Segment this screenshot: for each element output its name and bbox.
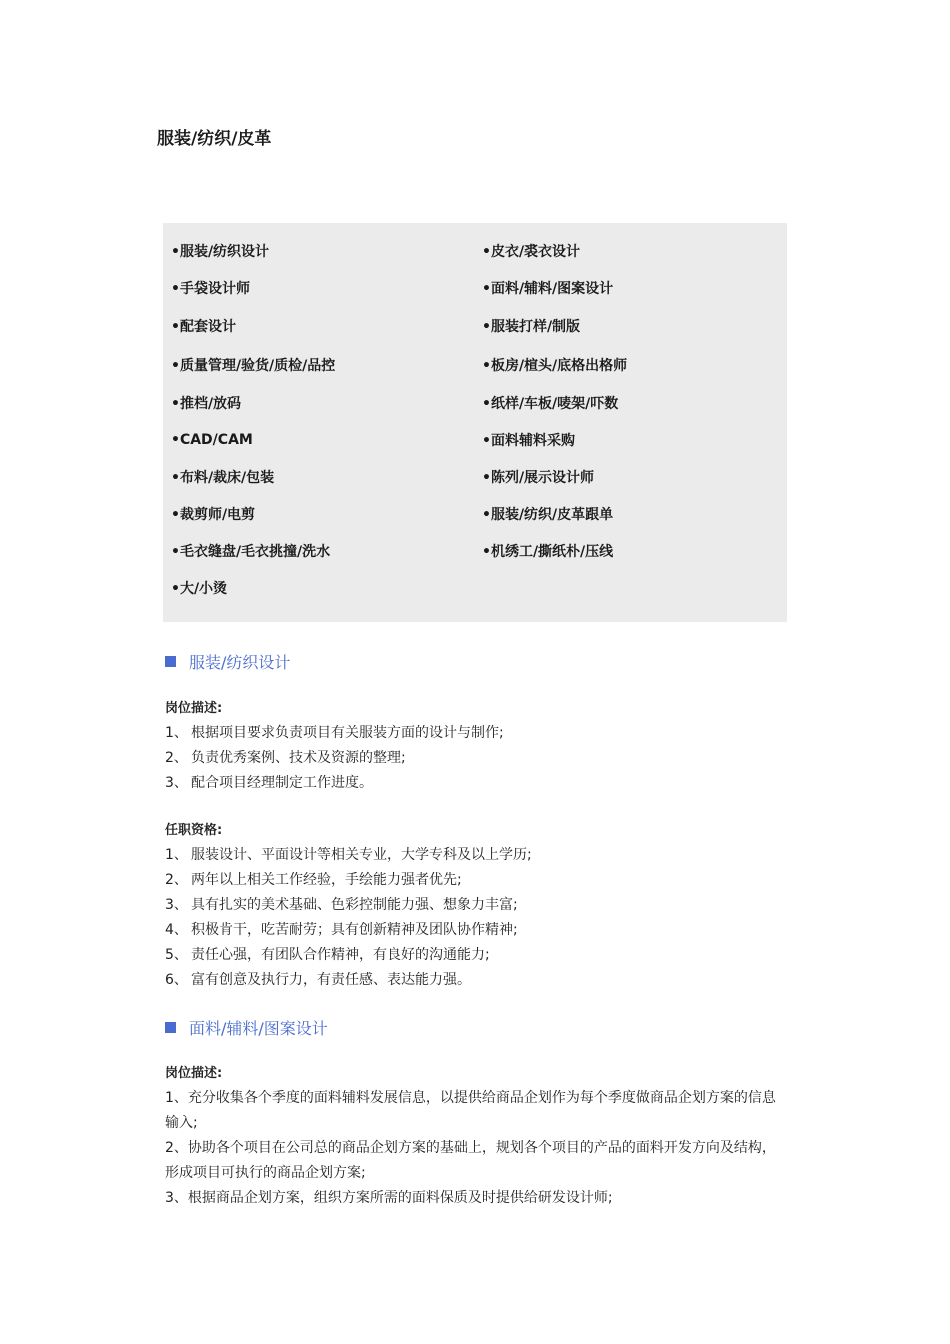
job-category-grid bbox=[163, 223, 787, 622]
item-text: 服装设计、平面设计等相关专业，大学专科及以上学历; bbox=[191, 847, 532, 863]
job-link[interactable]: •服装/纺织/皮革跟单 bbox=[482, 506, 614, 523]
list-item bbox=[165, 893, 785, 918]
job-row bbox=[171, 384, 787, 421]
item-number: 1、 bbox=[165, 847, 188, 863]
list-item bbox=[165, 843, 785, 868]
section1-body bbox=[165, 696, 785, 993]
job-row bbox=[171, 232, 787, 269]
job-link[interactable]: •布料/裁床/包装 bbox=[171, 469, 275, 486]
job-link[interactable]: •陈列/展示设计师 bbox=[482, 469, 595, 486]
item-text: 积极肯干，吃苦耐劳；具有创新精神及团队协作精神; bbox=[191, 922, 518, 938]
job-link[interactable]: •手袋设计师 bbox=[171, 280, 250, 297]
item-number: 4、 bbox=[165, 922, 188, 938]
section-heading-fashion-design bbox=[165, 650, 290, 673]
section-heading-text: 服装/纺织设计 bbox=[189, 653, 291, 672]
job-link[interactable]: •服装打样/制版 bbox=[482, 318, 581, 335]
job-link[interactable]: •机绣工/撕纸朴/压线 bbox=[482, 543, 614, 560]
job-description-label: 岗位描述: bbox=[165, 701, 223, 716]
job-link[interactable]: •板房/楦头/底格出格师 bbox=[482, 357, 628, 374]
item-text: 配合项目经理制定工作进度。 bbox=[191, 775, 373, 791]
list-item bbox=[165, 746, 785, 771]
job-row bbox=[171, 495, 787, 532]
requirements-label: 任职资格: bbox=[165, 823, 223, 838]
job-row bbox=[171, 269, 787, 306]
item-text: 责任心强，有团队合作精神，有良好的沟通能力; bbox=[191, 947, 490, 963]
job-row bbox=[171, 458, 787, 495]
paragraph: 3、根据商品企划方案，组织方案所需的面料保质及时提供给研发设计师; bbox=[165, 1190, 613, 1206]
job-description-label: 岗位描述: bbox=[165, 1066, 223, 1081]
paragraph: 2、协助各个项目在公司总的商品企划方案的基础上，规划各个项目的产品的面料开发方向及结构，形成项目可执行的商品企划方案; bbox=[165, 1140, 776, 1181]
list-item bbox=[165, 868, 785, 893]
paragraph: 1、充分收集各个季度的面料辅料发展信息，以提供给商品企划作为每个季度做商品企划方案的信息输入; bbox=[165, 1090, 776, 1131]
item-text: 具有扎实的美术基础、色彩控制能力强、想象力丰富; bbox=[191, 897, 518, 913]
job-link[interactable]: •服装/纺织设计 bbox=[171, 243, 270, 260]
square-bullet-icon bbox=[165, 1022, 176, 1033]
job-link[interactable]: •推档/放码 bbox=[171, 395, 242, 412]
item-text: 负责优秀案例、技术及资源的整理; bbox=[191, 750, 406, 766]
item-number: 3、 bbox=[165, 775, 188, 791]
page-title: 服装/纺织/皮革 bbox=[157, 129, 272, 149]
job-link[interactable]: •面料/辅料/图案设计 bbox=[482, 280, 614, 297]
job-link[interactable]: •配套设计 bbox=[171, 318, 236, 335]
job-link[interactable]: •纸样/车板/唛架/吓数 bbox=[482, 395, 619, 412]
job-link[interactable]: •CAD/CAM bbox=[171, 431, 253, 448]
list-item bbox=[165, 721, 785, 746]
job-link[interactable]: •质量管理/验货/质检/品控 bbox=[171, 357, 336, 374]
item-number: 5、 bbox=[165, 947, 188, 963]
item-number: 1、 bbox=[165, 725, 188, 741]
job-link[interactable]: •毛衣缝盘/毛衣挑撞/洗水 bbox=[171, 543, 331, 560]
section2-body bbox=[165, 1061, 785, 1211]
job-link[interactable]: •大/小烫 bbox=[171, 580, 228, 597]
job-link[interactable]: •面料辅料采购 bbox=[482, 432, 575, 449]
section-heading-text: 面料/辅料/图案设计 bbox=[189, 1019, 328, 1038]
job-link[interactable]: •裁剪师/电剪 bbox=[171, 506, 256, 523]
item-number: 6、 bbox=[165, 972, 188, 988]
item-number: 2、 bbox=[165, 750, 188, 766]
list-item bbox=[165, 771, 785, 796]
section-heading-fabric-design bbox=[165, 1016, 328, 1039]
item-text: 富有创意及执行力，有责任感、表达能力强。 bbox=[191, 972, 471, 988]
job-row bbox=[171, 569, 787, 606]
job-row bbox=[171, 421, 787, 458]
job-row bbox=[171, 345, 787, 384]
job-link[interactable]: •皮衣/裘衣设计 bbox=[482, 243, 581, 260]
item-text: 根据项目要求负责项目有关服装方面的设计与制作; bbox=[191, 725, 504, 741]
list-item bbox=[165, 918, 785, 943]
item-text: 两年以上相关工作经验，手绘能力强者优先; bbox=[191, 872, 462, 888]
job-row bbox=[171, 306, 787, 345]
square-bullet-icon bbox=[165, 656, 176, 667]
item-number: 3、 bbox=[165, 897, 188, 913]
list-item bbox=[165, 968, 785, 993]
item-number: 2、 bbox=[165, 872, 188, 888]
job-row bbox=[171, 532, 787, 569]
list-item bbox=[165, 943, 785, 968]
